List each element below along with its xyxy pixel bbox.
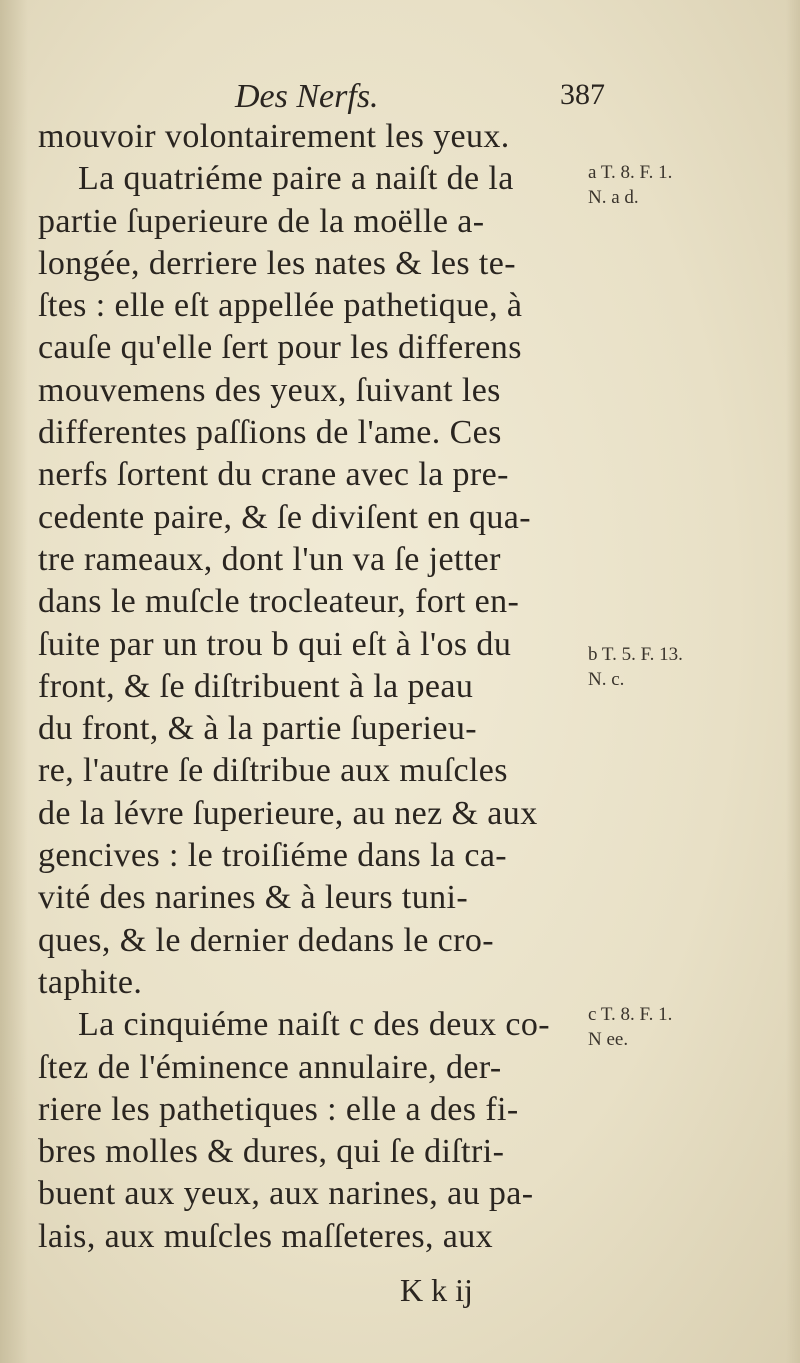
- margin-note-ref: c T. 8. F. 1.: [588, 1004, 673, 1025]
- text-line: cauſe qu'elle ſert pour les differens: [38, 329, 522, 367]
- text-line: differentes paſſions de l'ame. Ces: [38, 414, 502, 452]
- margin-note-b: [588, 642, 683, 692]
- text-line: lais, aux muſcles maſſeteres, aux: [38, 1217, 494, 1255]
- text-line: vité des narines & à leurs tuni-: [38, 879, 469, 917]
- text-line: de la lévre ſuperieure, au nez & aux: [38, 794, 538, 832]
- margin-note-ref: N ee.: [588, 1029, 629, 1050]
- margin-note-ref: a T. 8. F. 1.: [588, 162, 673, 183]
- margin-note-c: [588, 1002, 672, 1052]
- text-line: cedente paire, & ſe diviſent en qua-: [38, 498, 532, 536]
- text-line: ſuite par un trou b qui eſt à l'os du: [38, 625, 512, 663]
- text-line: tre rameaux, dont l'un va ſe jetter: [38, 540, 501, 578]
- running-title: Des Nerfs.: [235, 78, 379, 115]
- text-line: ques, & le dernier dedans le cro-: [38, 921, 494, 959]
- text-line: front, & ſe diſtribuent à la peau: [38, 667, 474, 705]
- text-line: La quatriéme paire a naiſt de la: [78, 160, 514, 198]
- body-text: [38, 116, 608, 1258]
- page-number: 387: [560, 78, 605, 111]
- text-line: re, l'autre ſe diſtribue aux muſcles: [38, 752, 508, 790]
- text-line: dans le muſcle trocleateur, fort en-: [38, 583, 520, 621]
- text-line: taphite.: [38, 963, 143, 1001]
- text-line: mouvoir volontairement les yeux.: [38, 118, 510, 155]
- text-line: partie ſuperieure de la moëlle a-: [38, 202, 485, 240]
- margin-note-ref: b T. 5. F. 13.: [588, 644, 683, 665]
- text-line: buent aux yeux, aux narines, au pa-: [38, 1175, 534, 1213]
- margin-note-ref: N. c.: [588, 669, 625, 690]
- text-line: bres molles & dures, qui ſe diſtri-: [38, 1133, 505, 1171]
- text-line: longée, derriere les nates & les te-: [38, 244, 516, 282]
- margin-note-ref: N. a d.: [588, 187, 639, 208]
- page-shadow-right: [786, 0, 800, 1363]
- text-line: nerfs ſortent du crane avec la pre-: [38, 456, 509, 494]
- text-line: gencives : le troiſiéme dans la ca-: [38, 837, 508, 875]
- text-line: du front, & à la partie ſuperieu-: [38, 710, 477, 748]
- signature-mark: K k ij: [400, 1272, 473, 1308]
- margin-note-a: [588, 160, 672, 210]
- text-line: mouvemens des yeux, ſuivant les: [38, 371, 501, 409]
- text-line: ſtes : elle eſt appellée pathetique, à: [38, 287, 523, 325]
- text-line: ſtez de l'éminence annulaire, der-: [38, 1048, 502, 1086]
- text-line: La cinquiéme naiſt c des deux co-: [78, 1006, 551, 1044]
- page-shadow-left: [0, 0, 28, 1363]
- text-line: riere les pathetiques : elle a des fi-: [38, 1090, 519, 1128]
